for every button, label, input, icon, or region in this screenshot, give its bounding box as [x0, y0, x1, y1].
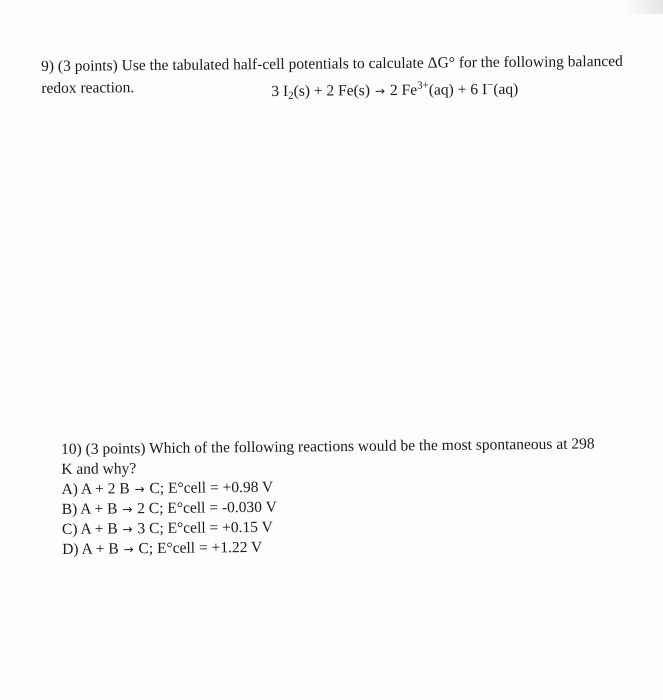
page-corner-shadow — [623, 0, 663, 14]
question-9-line2 — [41, 73, 631, 100]
equation-iodine-subscript: 2 — [288, 89, 294, 102]
question-10-text: 10) (3 points) Which of the following reactions would be the most spontaneous at 298 K and why? — [61, 435, 595, 478]
equation-products: (aq) + 6 I — [428, 81, 488, 99]
equation-iodide-charge: − — [486, 79, 494, 92]
answer-options — [61, 474, 602, 560]
reaction-arrow-icon: → — [122, 522, 133, 537]
question-9-text: 9) (3 points) Use the tabulated half-cell potentials to calculate ΔG° for the following balanced — [41, 52, 623, 75]
equation-iron-ion: 2 Fe — [389, 81, 418, 99]
equation-iodide-state: (aq) — [493, 80, 519, 99]
redox-equation — [271, 74, 518, 107]
option-b: B) A + B → 2 C; E°cell = -0.030 V — [61, 498, 277, 518]
question-10 — [61, 434, 602, 560]
reaction-arrow-icon: → — [122, 502, 133, 517]
question-9 — [41, 51, 631, 100]
reaction-arrow-icon: → — [123, 542, 134, 557]
reaction-arrow-icon: → — [374, 83, 386, 99]
reaction-arrow-icon: → — [134, 482, 145, 497]
option-a: A) A + 2 B → C; E°cell = +0.98 V — [61, 478, 274, 498]
equation-iron-charge: 3+ — [417, 79, 429, 92]
option-d: D) A + B → C; E°cell = +1.22 V — [62, 538, 263, 558]
equation-reactants: (s) + 2 Fe(s) — [293, 82, 371, 100]
equation-iodine: 3 I — [271, 82, 289, 100]
question-9-text-cont: redox reaction. — [41, 79, 135, 97]
option-c: C) A + B → 3 C; E°cell = +0.15 V — [61, 518, 273, 538]
